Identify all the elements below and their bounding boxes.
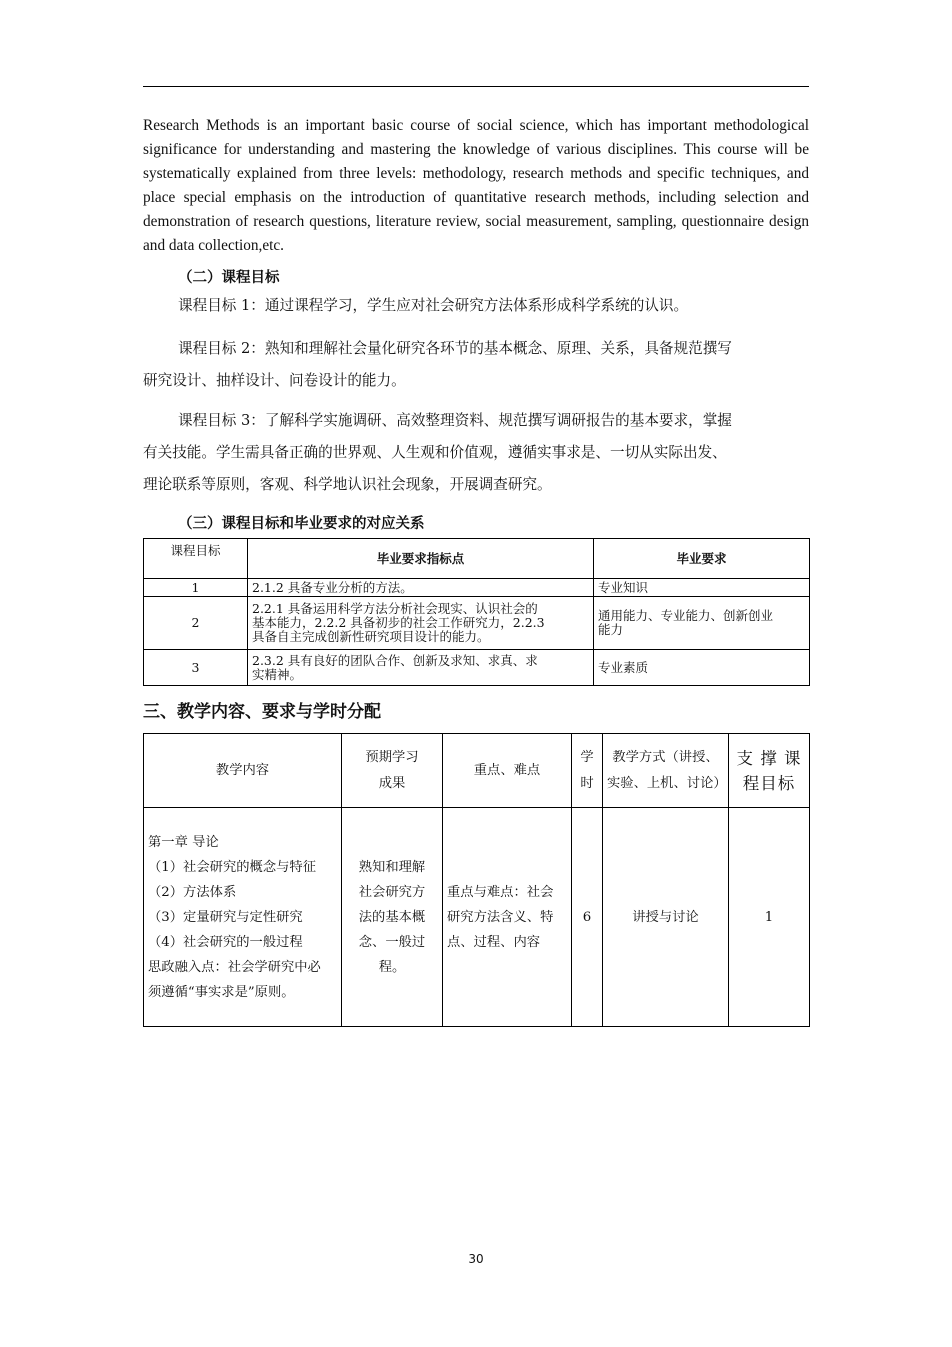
header-line: 时 bbox=[580, 775, 594, 791]
page-number: 30 bbox=[468, 1252, 484, 1266]
table-row bbox=[144, 650, 810, 686]
outcome-line: 社会研究方 bbox=[358, 884, 426, 900]
content-line: 须遵循“事实求是”原则。 bbox=[148, 984, 295, 1000]
indicator-cell bbox=[248, 579, 594, 597]
objective-2 bbox=[143, 333, 809, 397]
teaching-content-table bbox=[143, 733, 810, 1027]
header-line: 教学内容 bbox=[215, 762, 270, 778]
content-line: （3）定量研究与定性研究 bbox=[148, 909, 303, 925]
key-points-cell bbox=[443, 808, 572, 1027]
english-abstract: Research Methods is an important basic course of social science, which has important methodological significance for understanding and mastering the knowledge of various disciplines. This course will be systematically explained from three levels: methodology, research methods and specific techniques, and place special emphasis on the introduction of quantitative research methods, including selection and demonstration of research questions, literature review, social measurement, sampling, questionnaire design and data collection,etc. bbox=[143, 117, 809, 254]
column-header bbox=[443, 734, 572, 808]
content-cell bbox=[144, 808, 342, 1027]
column-header: 课程目标 bbox=[144, 539, 248, 579]
indicator-line: 基本能力，2.2.2 具备初步的社会工作研究力，2.2.3 bbox=[252, 615, 545, 630]
header-line: 教学方式（讲授、 bbox=[612, 749, 719, 765]
table-row bbox=[144, 597, 810, 650]
requirement-line: 能力 bbox=[598, 622, 624, 637]
column-header bbox=[144, 734, 342, 808]
key-line: 重点与难点：社会 bbox=[447, 884, 554, 900]
requirement-cell bbox=[594, 650, 810, 686]
objective-1-line: 课程目标 1：通过课程学习，学生应对社会研究方法体系形成科学系统的认识。 bbox=[178, 297, 689, 314]
indicator-line: 2.3.2 具有良好的团队合作、创新及求知、求真、求 bbox=[252, 652, 538, 668]
content-line: 第一章 导论 bbox=[148, 834, 219, 850]
header-line: 程目标 bbox=[742, 773, 796, 793]
indicator-line: 2.1.2 具备专业分析的方法。 bbox=[252, 579, 413, 595]
indicator-line: 具备自主完成创新性研究项目设计的能力。 bbox=[252, 629, 490, 644]
indicator-cell bbox=[248, 597, 594, 650]
objective-3-line: 有关技能。学生需具备正确的世界观、人生观和价值观，遵循实事求是、一切从实际出发、 bbox=[143, 444, 727, 461]
header-line: 学 bbox=[580, 749, 594, 765]
outcome-cell bbox=[342, 808, 443, 1027]
column-header bbox=[572, 734, 603, 808]
goal-cell: 3 bbox=[144, 650, 248, 686]
objective-1 bbox=[143, 290, 809, 322]
key-line: 研究方法含义、特 bbox=[447, 909, 554, 925]
goal-cell: 1 bbox=[144, 579, 248, 597]
method-cell: 讲授与讨论 bbox=[603, 808, 729, 1027]
objectives-heading: （二）课程目标 bbox=[178, 270, 280, 286]
column-header: 毕业要求 bbox=[594, 539, 810, 579]
requirement-cell bbox=[594, 579, 810, 597]
column-header: 毕业要求指标点 bbox=[248, 539, 594, 579]
requirement-line: 通用能力、专业能力、创新创业 bbox=[598, 608, 774, 623]
outcome-line: 熟知和理解 bbox=[358, 859, 426, 875]
objectives-mapping-table bbox=[143, 538, 810, 686]
table-row bbox=[144, 808, 810, 1027]
goal-cell: 2 bbox=[144, 597, 248, 650]
mapping-heading: （三）课程目标和毕业要求的对应关系 bbox=[178, 516, 425, 532]
header-line: 预期学习 bbox=[365, 749, 419, 765]
content-line: 思政融入点：社会学研究中必 bbox=[148, 959, 321, 975]
hours-cell: 6 bbox=[572, 808, 603, 1027]
requirement-line: 专业知识 bbox=[598, 579, 649, 595]
table-header-row bbox=[144, 539, 810, 579]
table-header-row bbox=[144, 734, 810, 808]
outcome-line: 法的基本概 bbox=[358, 909, 426, 925]
header-line: 支 撑 课 bbox=[736, 748, 802, 768]
content-line: （1）社会研究的概念与特征 bbox=[148, 859, 317, 875]
indicator-line: 实精神。 bbox=[252, 666, 303, 682]
column-header bbox=[342, 734, 443, 808]
objective-3-line: 理论联系等原则，客观、科学地认识社会现象，开展调查研究。 bbox=[143, 476, 552, 493]
outcome-line: 念、一般过 bbox=[358, 934, 426, 950]
indicator-cell bbox=[248, 650, 594, 686]
objective-3-line: 课程目标 3：了解科学实施调研、高效整理资料、规范撰写调研报告的基本要求，掌握 bbox=[178, 412, 732, 429]
content-line: （4）社会研究的一般过程 bbox=[148, 934, 303, 950]
column-header bbox=[729, 734, 810, 808]
objective-2-line: 课程目标 2：熟知和理解社会量化研究各环节的基本概念、原理、关系，具备规范撰写 bbox=[178, 340, 732, 357]
header-line: 成果 bbox=[378, 775, 406, 791]
key-line: 点、过程、内容 bbox=[447, 934, 541, 950]
table-row bbox=[144, 579, 810, 597]
support-cell: 1 bbox=[729, 808, 810, 1027]
indicator-line: 2.2.1 具备运用科学方法分析社会现实、认识社会的 bbox=[252, 601, 538, 616]
objective-3 bbox=[143, 405, 809, 501]
header-line: 重点、难点 bbox=[473, 762, 541, 778]
requirement-line: 专业素质 bbox=[598, 659, 649, 675]
objective-2-line: 研究设计、抽样设计、问卷设计的能力。 bbox=[143, 372, 406, 389]
requirement-cell bbox=[594, 597, 810, 650]
content-line: （2）方法体系 bbox=[148, 884, 237, 900]
header-line: 实验、上机、讨论） bbox=[607, 775, 727, 791]
section-heading: 三、教学内容、要求与学时分配 bbox=[143, 702, 381, 722]
column-header bbox=[603, 734, 729, 808]
outcome-line: 程。 bbox=[378, 959, 406, 975]
header-rule bbox=[143, 86, 809, 87]
